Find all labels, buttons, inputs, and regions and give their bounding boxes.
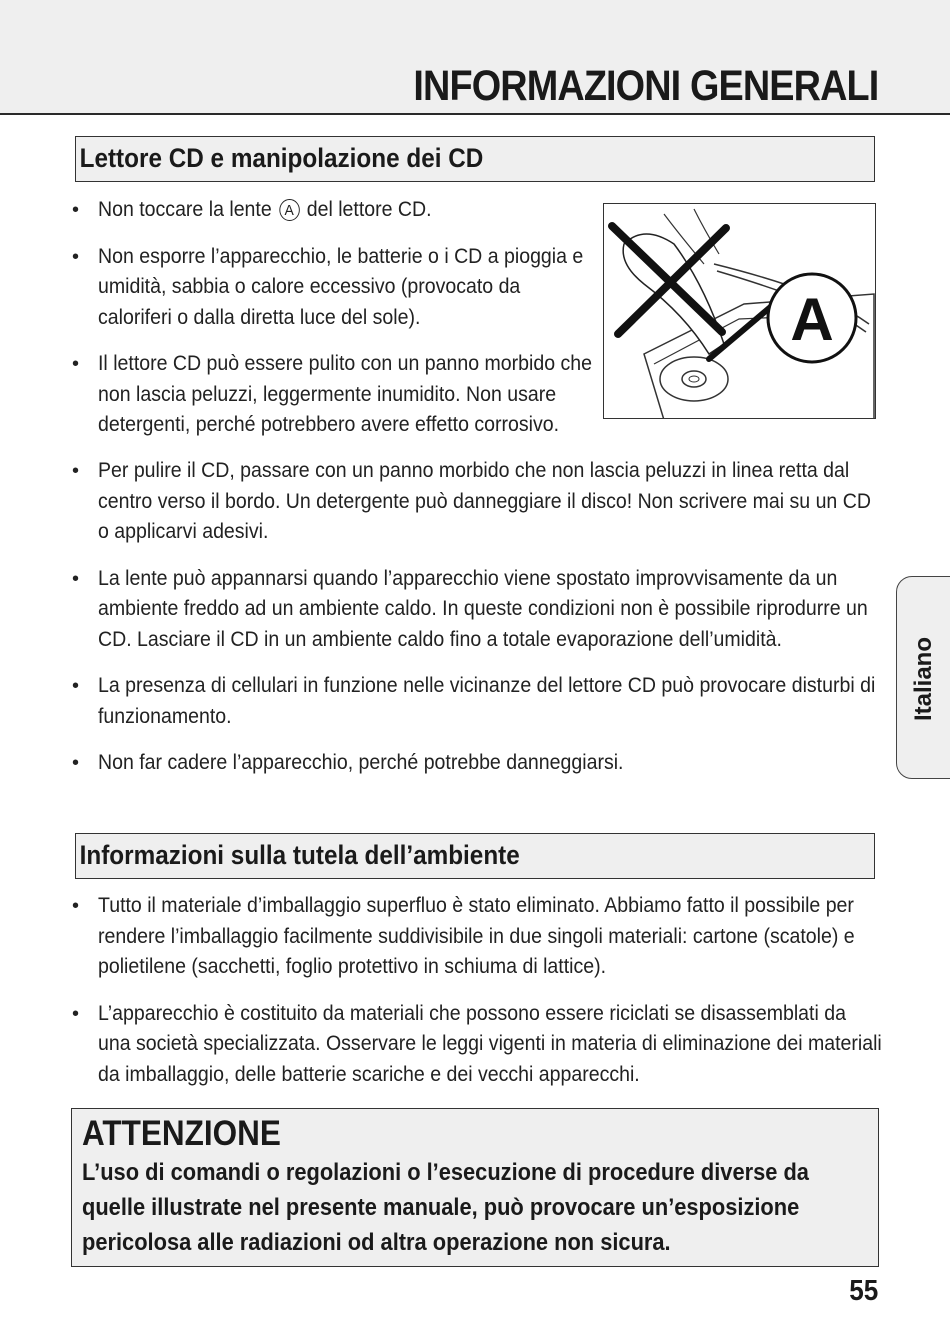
list-item: • Non esporre l’apparecchio, le batterie o i CD a pioggia e umidità, sabbia o calore eccessivo (provocato da caloriferi o dalla diretta luce del sole). xyxy=(72,242,612,334)
list-item: • Per pulire il CD, passare con un panno morbido che non lascia peluzzi in linea retta dal centro verso il bordo. Un detergente può danneggiare il disco! Non scrivere mai su un CD o applicarvi adesivi. xyxy=(72,456,880,548)
page-number: 55 xyxy=(848,1275,878,1307)
bullet-list-environment xyxy=(72,891,880,1090)
language-tab-label: Italiano xyxy=(910,636,937,722)
language-tab xyxy=(896,576,950,779)
attention-title: ATTENZIONE xyxy=(82,1114,281,1153)
list-item: • Tutto il materiale d’imballaggio superfluo è stato eliminato. Abbiamo fatto il possibile per rendere l’imballaggio facilmente suddivisibile in due singoli materiali: cartone (scatole) e polietilene (sacchetti, foglio protettivo in schiuma di lattice). xyxy=(72,891,880,983)
attention-text: L’uso di comandi o regolazioni o l’esecuzione di procedure diverse da quelle illustrate nel presente manuale, può provocare un’esposizione pericolosa alle radiazioni od altra operazione non sicura. xyxy=(82,1159,809,1256)
cd-lens-illustration xyxy=(603,203,876,419)
list-item: • Non far cadere l’apparecchio, perché potrebbe danneggiarsi. xyxy=(72,748,880,779)
list-item: • La presenza di cellulari in funzione nelle vicinanze del lettore CD può provocare disturbi di funzionamento. xyxy=(72,671,880,732)
list-item: • Non toccare la lente A del lettore CD. xyxy=(72,195,612,226)
section-heading-environment: Informazioni sulla tutela dell’ambiente xyxy=(79,840,520,870)
section-header-environment xyxy=(75,833,875,879)
page-title: INFORMAZIONI GENERALI xyxy=(412,62,878,110)
section-heading-cd-handling: Lettore CD e manipolazione dei CD xyxy=(79,143,484,173)
section-header-cd-handling xyxy=(75,136,875,182)
bullet-list-cd-bottom xyxy=(72,456,880,779)
bullet-list-cd-top xyxy=(72,195,612,441)
list-item: • La lente può appannarsi quando l’apparecchio viene spostato improvvisamente da un ambiente freddo ad un ambiente caldo. In queste condizioni non è possibile riprodurre un CD. Lasciare il CD in un ambiente caldo fino a totale evaporazione dell’umidità. xyxy=(72,564,880,656)
finger-touching-cd-lens-prohibited-icon xyxy=(604,204,876,419)
lens-marker-a-icon: A xyxy=(279,199,299,221)
list-item: • L’apparecchio è costituito da materiali che possono essere riciclati se disassemblati da una società specializzata. Osservare le leggi vigenti in materia di eliminazione dei materiali da imballaggio, delle batterie scariche e dei vecchi apparecchi. xyxy=(72,999,880,1091)
callout-letter: A xyxy=(790,286,834,353)
attention-box xyxy=(71,1108,879,1267)
list-item: • Il lettore CD può essere pulito con un panno morbido che non lascia peluzzi, leggermente inumidito. Non usare detergenti, perché potrebbero avere effetto corrosivo. xyxy=(72,349,623,441)
